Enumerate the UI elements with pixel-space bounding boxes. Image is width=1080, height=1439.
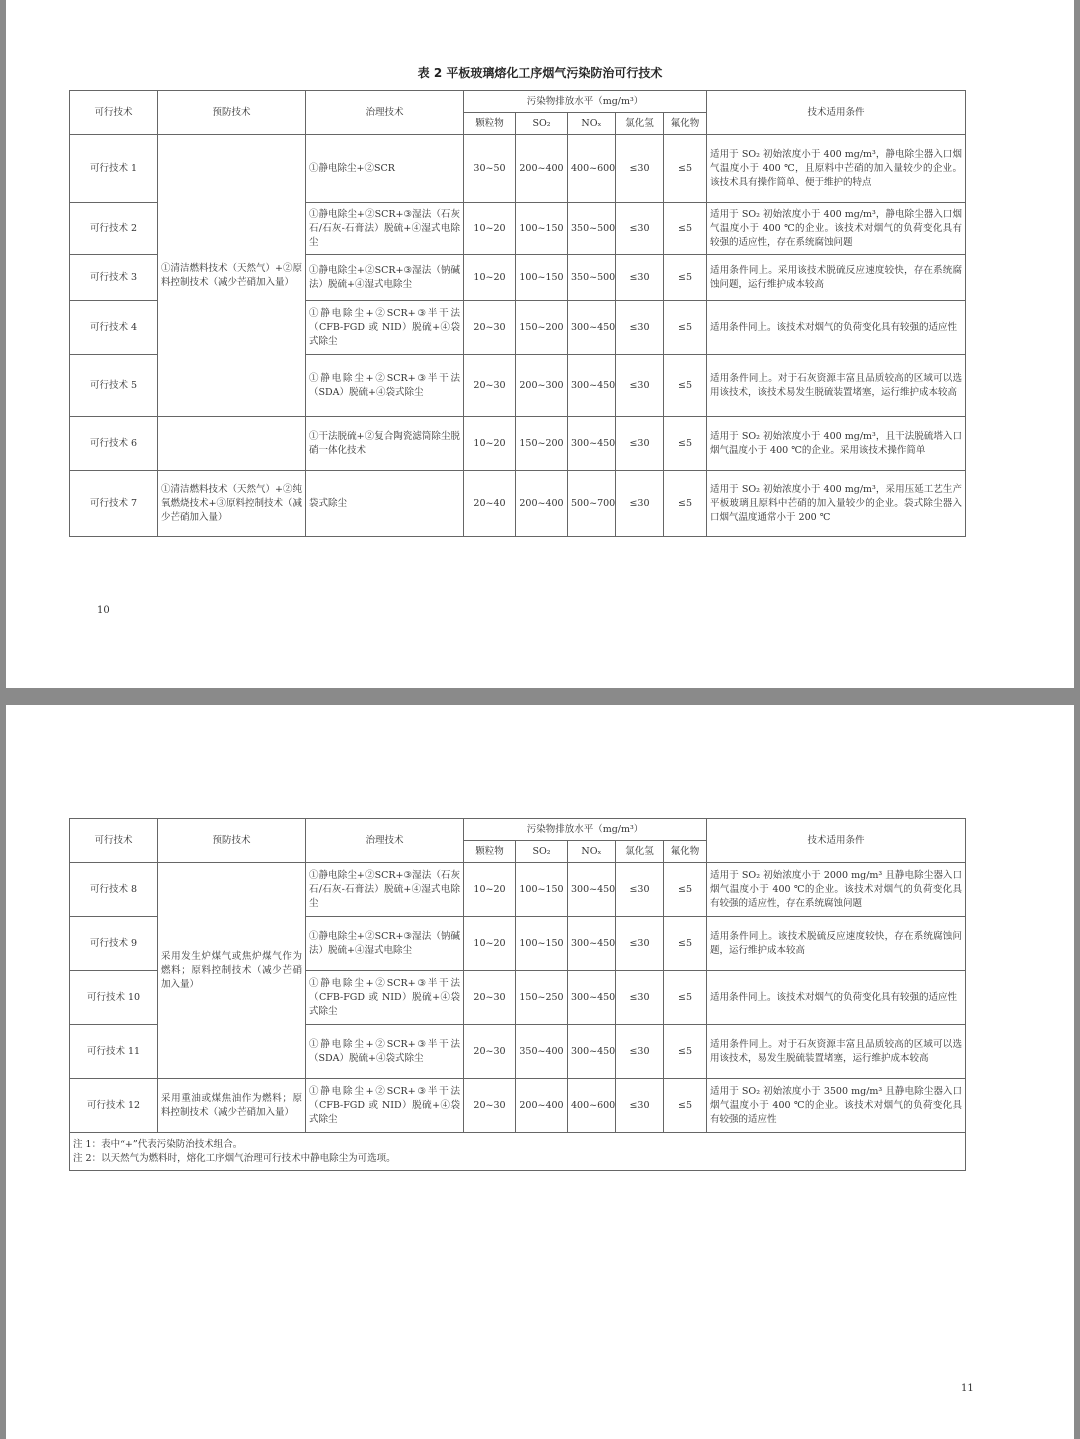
table-row <box>70 135 966 203</box>
table-row <box>70 471 966 537</box>
hcl-value: ≤30 <box>616 135 664 203</box>
tech-name: 可行技术 8 <box>70 863 158 917</box>
treat-tech: ①静电除尘+②SCR+③半干法（CFB-FGD 或 NID）脱硫+④袋式除尘 <box>306 971 464 1025</box>
header-hf: 氟化物 <box>664 113 707 135</box>
so2-value: 150~250 <box>516 971 568 1025</box>
header-tech: 可行技术 <box>70 819 158 863</box>
condition-text: 适用条件同上。对于石灰资源丰富且品质较高的区域可以选用该技术，该技术易发生脱硫装置堵塞，运行维护成本较高 <box>707 355 966 417</box>
condition-text: 适用条件同上。采用该技术脱硫反应速度较快，存在系统腐蚀问题，运行维护成本较高 <box>707 255 966 301</box>
so2-value: 150~200 <box>516 301 568 355</box>
pm-value: 10~20 <box>464 863 516 917</box>
hf-value: ≤5 <box>664 355 707 417</box>
nox-value: 300~450 <box>568 301 616 355</box>
so2-value: 200~400 <box>516 135 568 203</box>
so2-value: 100~150 <box>516 917 568 971</box>
header-emission: 污染物排放水平（mg/m³） <box>464 819 707 841</box>
pm-value: 20~30 <box>464 971 516 1025</box>
header-pm: 颗粒物 <box>464 113 516 135</box>
prevent-tech-blank <box>158 417 306 471</box>
table-notes <box>70 1133 966 1171</box>
tech-name: 可行技术 1 <box>70 135 158 203</box>
hf-value: ≤5 <box>664 255 707 301</box>
hcl-value: ≤30 <box>616 971 664 1025</box>
treat-tech: ①静电除尘+②SCR+③湿法（石灰石/石灰-石膏法）脱硫+④湿式电除尘 <box>306 203 464 255</box>
condition-text: 适用条件同上。对于石灰资源丰富且品质较高的区域可以选用该技术，易发生脱硫装置堵塞，运行维护成本较高 <box>707 1025 966 1079</box>
condition-text: 适用条件同上。该技术对烟气的负荷变化具有较强的适应性 <box>707 971 966 1025</box>
condition-text: 适用于 SO₂ 初始浓度小于 400 mg/m³，采用压延工艺生产平板玻璃且原料中芒硝的加入量较少的企业。袋式除尘器入口烟气温度通常小于 200 ℃ <box>707 471 966 537</box>
treat-tech: ①静电除尘+②SCR+③湿法（石灰石/石灰-石膏法）脱硫+④湿式电除尘 <box>306 863 464 917</box>
note-1: 注 1：表中“+”代表污染防治技术组合。 <box>73 1138 243 1150</box>
condition-text: 适用于 SO₂ 初始浓度小于 400 mg/m³，静电除尘器入口烟气温度小于 400 ℃，且原料中芒硝的加入量较少的企业。该技术具有操作简单、便于维护的特点 <box>707 135 966 203</box>
hcl-value: ≤30 <box>616 1025 664 1079</box>
pm-value: 30~50 <box>464 135 516 203</box>
page-number: 10 <box>97 605 110 616</box>
header-nox: NOₓ <box>568 113 616 135</box>
so2-value: 100~150 <box>516 863 568 917</box>
header-pm: 颗粒物 <box>464 841 516 863</box>
pm-value: 20~30 <box>464 355 516 417</box>
tech-name: 可行技术 10 <box>70 971 158 1025</box>
pm-value: 20~40 <box>464 471 516 537</box>
hcl-value: ≤30 <box>616 203 664 255</box>
nox-value: 400~600 <box>568 135 616 203</box>
header-tech: 可行技术 <box>70 91 158 135</box>
feasible-tech-table-part1 <box>69 90 966 537</box>
nox-value: 300~450 <box>568 863 616 917</box>
header-so2: SO₂ <box>516 841 568 863</box>
treat-tech: 袋式除尘 <box>306 471 464 537</box>
prevent-tech-group-b: 采用发生炉煤气或焦炉煤气作为燃料；原料控制技术（减少芒硝加入量） <box>158 863 306 1079</box>
hcl-value: ≤30 <box>616 1079 664 1133</box>
table-notes-row <box>70 1133 966 1171</box>
pm-value: 20~30 <box>464 1079 516 1133</box>
condition-text: 适用于 SO₂ 初始浓度小于 2000 mg/m³ 且静电除尘器入口烟气温度小于 400 ℃的企业。该技术对烟气的负荷变化具有较强的适应性，存在系统腐蚀问题 <box>707 863 966 917</box>
tech-name: 可行技术 2 <box>70 203 158 255</box>
header-emission: 污染物排放水平（mg/m³） <box>464 91 707 113</box>
treat-tech: ①干法脱硫+②复合陶瓷滤筒除尘脱硝一体化技术 <box>306 417 464 471</box>
nox-value: 350~500 <box>568 203 616 255</box>
prevent-tech-group-a: ①清洁燃料技术（天然气）+②原料控制技术（减少芒硝加入量） <box>158 135 306 417</box>
header-cond: 技术适用条件 <box>707 819 966 863</box>
table-row <box>70 1079 966 1133</box>
table-title: 表 2 平板玻璃熔化工序烟气污染防治可行技术 <box>417 66 663 80</box>
treat-tech: ①静电除尘+②SCR+③半干法（SDA）脱硫+④袋式除尘 <box>306 1025 464 1079</box>
so2-value: 100~150 <box>516 255 568 301</box>
tech-name: 可行技术 6 <box>70 417 158 471</box>
treat-tech: ①静电除尘+②SCR+③半干法（CFB-FGD 或 NID）脱硫+④袋式除尘 <box>306 1079 464 1133</box>
nox-value: 300~450 <box>568 971 616 1025</box>
nox-value: 300~450 <box>568 417 616 471</box>
table-row <box>70 417 966 471</box>
tech-name: 可行技术 12 <box>70 1079 158 1133</box>
pm-value: 10~20 <box>464 255 516 301</box>
nox-value: 300~450 <box>568 917 616 971</box>
hf-value: ≤5 <box>664 863 707 917</box>
tech-name: 可行技术 11 <box>70 1025 158 1079</box>
note-2: 注 2：以天然气为燃料时，熔化工序烟气治理可行技术中静电除尘为可选项。 <box>73 1152 396 1164</box>
nox-value: 400~600 <box>568 1079 616 1133</box>
header-treat: 治理技术 <box>306 819 464 863</box>
hf-value: ≤5 <box>664 471 707 537</box>
document-page-11 <box>6 705 1074 1439</box>
header-hf: 氟化物 <box>664 841 707 863</box>
nox-value: 500~700 <box>568 471 616 537</box>
tech-name: 可行技术 3 <box>70 255 158 301</box>
table-row <box>70 863 966 917</box>
header-hcl: 氯化氢 <box>616 841 664 863</box>
so2-value: 200~400 <box>516 1079 568 1133</box>
treat-tech: ①静电除尘+②SCR+③半干法（SDA）脱硫+④袋式除尘 <box>306 355 464 417</box>
pm-value: 20~30 <box>464 301 516 355</box>
hcl-value: ≤30 <box>616 255 664 301</box>
hf-value: ≤5 <box>664 1025 707 1079</box>
treat-tech: ①静电除尘+②SCR+③半干法（CFB-FGD 或 NID）脱硫+④袋式除尘 <box>306 301 464 355</box>
document-page-10 <box>6 0 1074 688</box>
so2-value: 150~200 <box>516 417 568 471</box>
hf-value: ≤5 <box>664 917 707 971</box>
pm-value: 10~20 <box>464 417 516 471</box>
tech-name: 可行技术 5 <box>70 355 158 417</box>
hcl-value: ≤30 <box>616 471 664 537</box>
prevent-tech: ①清洁燃料技术（天然气）+②纯氧燃烧技术+③原料控制技术（减少芒硝加入量） <box>158 471 306 537</box>
nox-value: 350~500 <box>568 255 616 301</box>
header-so2: SO₂ <box>516 113 568 135</box>
header-hcl: 氯化氢 <box>616 113 664 135</box>
hcl-value: ≤30 <box>616 417 664 471</box>
hcl-value: ≤30 <box>616 917 664 971</box>
so2-value: 100~150 <box>516 203 568 255</box>
condition-text: 适用于 SO₂ 初始浓度小于 400 mg/m³，静电除尘器入口烟气温度小于 400 ℃的企业。该技术对烟气的负荷变化具有较强的适应性，存在系统腐蚀问题 <box>707 203 966 255</box>
condition-text: 适用于 SO₂ 初始浓度小于 3500 mg/m³ 且静电除尘器入口烟气温度小于 400 ℃的企业。该技术对烟气的负荷变化具有较强的适应性 <box>707 1079 966 1133</box>
prevent-tech: 采用重油或煤焦油作为燃料；原料控制技术（减少芒硝加入量） <box>158 1079 306 1133</box>
treat-tech: ①静电除尘+②SCR+③湿法（钠碱法）脱硫+④湿式电除尘 <box>306 917 464 971</box>
header-treat: 治理技术 <box>306 91 464 135</box>
condition-text: 适用条件同上。该技术脱硫反应速度较快，存在系统腐蚀问题，运行维护成本较高 <box>707 917 966 971</box>
header-prevent: 预防技术 <box>158 91 306 135</box>
header-nox: NOₓ <box>568 841 616 863</box>
nox-value: 300~450 <box>568 1025 616 1079</box>
condition-text: 适用于 SO₂ 初始浓度小于 400 mg/m³，且干法脱硫塔入口烟气温度小于 400 ℃的企业。采用该技术操作简单 <box>707 417 966 471</box>
hf-value: ≤5 <box>664 203 707 255</box>
tech-name: 可行技术 9 <box>70 917 158 971</box>
treat-tech: ①静电除尘+②SCR+③湿法（钠碱法）脱硫+④湿式电除尘 <box>306 255 464 301</box>
hf-value: ≤5 <box>664 301 707 355</box>
header-cond: 技术适用条件 <box>707 91 966 135</box>
condition-text: 适用条件同上。该技术对烟气的负荷变化具有较强的适应性 <box>707 301 966 355</box>
hf-value: ≤5 <box>664 1079 707 1133</box>
hf-value: ≤5 <box>664 971 707 1025</box>
so2-value: 350~400 <box>516 1025 568 1079</box>
pm-value: 10~20 <box>464 917 516 971</box>
page-number: 11 <box>961 1383 974 1394</box>
pm-value: 20~30 <box>464 1025 516 1079</box>
feasible-tech-table-part2 <box>69 818 966 1171</box>
header-prevent: 预防技术 <box>158 819 306 863</box>
treat-tech: ①静电除尘+②SCR <box>306 135 464 203</box>
pm-value: 10~20 <box>464 203 516 255</box>
so2-value: 200~400 <box>516 471 568 537</box>
nox-value: 300~450 <box>568 355 616 417</box>
tech-name: 可行技术 4 <box>70 301 158 355</box>
hcl-value: ≤30 <box>616 355 664 417</box>
hcl-value: ≤30 <box>616 301 664 355</box>
hf-value: ≤5 <box>664 417 707 471</box>
so2-value: 200~300 <box>516 355 568 417</box>
tech-name: 可行技术 7 <box>70 471 158 537</box>
hcl-value: ≤30 <box>616 863 664 917</box>
hf-value: ≤5 <box>664 135 707 203</box>
